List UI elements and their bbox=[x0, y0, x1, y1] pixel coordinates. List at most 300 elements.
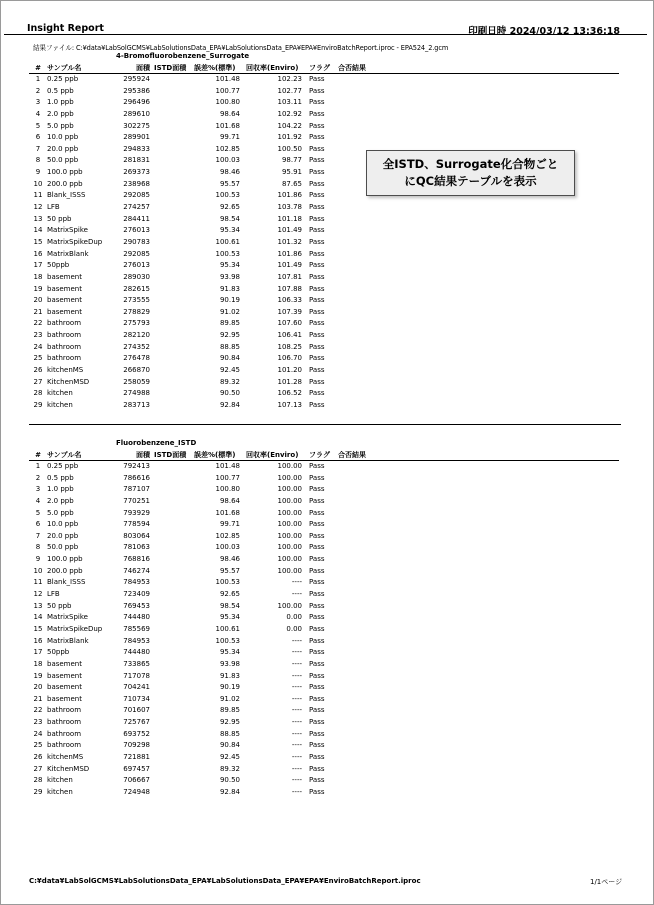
table-header bbox=[0, 450, 654, 460]
sample-name: bathroom bbox=[47, 741, 82, 750]
error-value: 100.77 bbox=[215, 86, 240, 95]
recovery-value: 106.41 bbox=[277, 331, 302, 340]
sample-name: 2.0 ppb bbox=[47, 496, 74, 505]
recovery-value: 101.32 bbox=[277, 237, 302, 246]
recovery-value: ---- bbox=[291, 764, 302, 773]
result-value: Pass bbox=[309, 753, 325, 761]
result-value: Pass bbox=[309, 741, 325, 750]
result-value: Pass bbox=[309, 307, 325, 316]
result-value: Pass bbox=[309, 377, 325, 386]
row-number: 3 bbox=[35, 485, 41, 494]
table-row bbox=[0, 353, 654, 363]
error-value: 95.34 bbox=[219, 261, 240, 270]
area-value: 803064 bbox=[123, 531, 150, 540]
recovery-value: 100.00 bbox=[277, 531, 302, 540]
area-value: 292085 bbox=[123, 249, 150, 258]
table-row bbox=[0, 519, 654, 529]
result-value: Pass bbox=[309, 98, 325, 107]
result-value: Pass bbox=[309, 566, 325, 575]
table-row bbox=[0, 109, 654, 119]
table-row bbox=[0, 729, 654, 739]
error-value: 100.53 bbox=[215, 636, 240, 645]
error-value: 93.98 bbox=[219, 659, 240, 668]
error-value: 90.19 bbox=[219, 683, 240, 692]
recovery-value: 98.77 bbox=[281, 156, 302, 165]
error-value: 98.46 bbox=[219, 555, 240, 564]
table-row bbox=[0, 260, 654, 270]
sample-name: 50 ppb bbox=[47, 601, 72, 610]
table-row bbox=[0, 86, 654, 96]
area-value: 701607 bbox=[123, 706, 150, 715]
row-number: 18 bbox=[33, 272, 43, 281]
row-number: 14 bbox=[33, 226, 43, 235]
error-value: 99.71 bbox=[219, 520, 240, 529]
row-number: 29 bbox=[33, 787, 43, 796]
col-sample-header: サンプル名 bbox=[47, 451, 82, 459]
recovery-value: ---- bbox=[291, 671, 302, 680]
result-value: Pass bbox=[309, 249, 325, 258]
col-flag-header: フラグ bbox=[309, 451, 330, 459]
area-value: 769453 bbox=[123, 601, 150, 610]
result-value: Pass bbox=[309, 659, 325, 668]
area-value: 744480 bbox=[123, 613, 150, 622]
result-value: Pass bbox=[309, 168, 325, 177]
sample-name: 20.0 ppb bbox=[47, 531, 79, 540]
recovery-value: 100.00 bbox=[277, 601, 302, 610]
result-value: Pass bbox=[309, 366, 325, 374]
area-value: 784953 bbox=[123, 578, 150, 587]
recovery-value: 101.18 bbox=[277, 214, 302, 223]
area-value: 709298 bbox=[123, 741, 150, 750]
sample-name: MatrixBlank bbox=[47, 636, 89, 645]
error-value: 100.61 bbox=[215, 237, 240, 246]
error-value: 92.65 bbox=[219, 590, 240, 599]
result-value: Pass bbox=[309, 296, 325, 305]
table-row bbox=[0, 775, 654, 785]
row-number: 4 bbox=[35, 496, 41, 505]
row-number: 23 bbox=[33, 331, 43, 340]
recovery-value: 102.92 bbox=[277, 109, 302, 118]
result-value: Pass bbox=[309, 389, 325, 398]
recovery-value: 101.86 bbox=[277, 191, 302, 200]
row-number: 28 bbox=[33, 389, 43, 398]
row-number: 2 bbox=[35, 86, 41, 95]
sample-name: 0.25 ppb bbox=[47, 462, 79, 470]
error-value: 95.57 bbox=[219, 566, 240, 575]
row-number: 15 bbox=[33, 237, 43, 246]
area-value: 283713 bbox=[123, 400, 150, 409]
error-value: 100.03 bbox=[215, 543, 240, 552]
sample-name: bathroom bbox=[47, 718, 82, 727]
row-number: 9 bbox=[35, 168, 41, 177]
result-value: Pass bbox=[309, 400, 325, 409]
area-value: 295386 bbox=[123, 86, 150, 95]
table-row bbox=[0, 612, 654, 622]
row-number: 12 bbox=[33, 590, 43, 599]
area-value: 792413 bbox=[123, 462, 150, 470]
sample-name: 50.0 ppb bbox=[47, 156, 79, 165]
error-value: 101.68 bbox=[215, 121, 240, 130]
table-row bbox=[0, 787, 654, 797]
area-value: 770251 bbox=[123, 496, 150, 505]
row-number: 13 bbox=[33, 601, 43, 610]
row-number: 22 bbox=[33, 706, 43, 715]
sample-name: 10.0 ppb bbox=[47, 520, 79, 529]
result-value: Pass bbox=[309, 683, 325, 692]
error-value: 91.02 bbox=[219, 694, 240, 703]
area-value: 282120 bbox=[123, 331, 150, 340]
col-judge-header: 合否結果 bbox=[338, 64, 366, 72]
recovery-value: 102.23 bbox=[277, 75, 302, 83]
error-value: 100.03 bbox=[215, 156, 240, 165]
recovery-value: 103.11 bbox=[277, 98, 302, 107]
table-row bbox=[0, 496, 654, 506]
sample-name: 50 ppb bbox=[47, 214, 72, 223]
recovery-value: ---- bbox=[291, 648, 302, 657]
table-row bbox=[0, 636, 654, 646]
table-row bbox=[0, 225, 654, 235]
table-row bbox=[0, 764, 654, 774]
table-row bbox=[0, 647, 654, 657]
sample-name: basement bbox=[47, 694, 82, 703]
recovery-value: 107.13 bbox=[277, 400, 302, 409]
table-row bbox=[0, 484, 654, 494]
sample-name: basement bbox=[47, 671, 82, 680]
sample-name: 5.0 ppb bbox=[47, 508, 74, 517]
recovery-value: 100.00 bbox=[277, 520, 302, 529]
area-value: 768816 bbox=[123, 555, 150, 564]
row-number: 9 bbox=[35, 555, 41, 564]
error-value: 88.85 bbox=[219, 342, 240, 351]
area-value: 289901 bbox=[123, 133, 150, 142]
area-value: 704241 bbox=[123, 683, 150, 692]
sample-name: basement bbox=[47, 307, 82, 316]
table-row bbox=[0, 74, 654, 84]
row-number: 24 bbox=[33, 342, 43, 351]
result-value: Pass bbox=[309, 485, 325, 494]
error-value: 98.54 bbox=[219, 214, 240, 223]
error-value: 92.95 bbox=[219, 718, 240, 727]
result-value: Pass bbox=[309, 578, 325, 587]
error-value: 99.71 bbox=[219, 133, 240, 142]
error-value: 95.34 bbox=[219, 226, 240, 235]
row-number: 4 bbox=[35, 109, 41, 118]
print-date: 印刷日時 2024/03/12 13:36:18 bbox=[468, 26, 620, 37]
recovery-value: ---- bbox=[291, 636, 302, 645]
row-number: 19 bbox=[33, 671, 43, 680]
result-value: Pass bbox=[309, 718, 325, 727]
recovery-value: 100.50 bbox=[277, 144, 302, 153]
area-value: 294833 bbox=[123, 144, 150, 153]
table-row bbox=[0, 542, 654, 552]
error-value: 101.48 bbox=[215, 75, 240, 83]
result-value: Pass bbox=[309, 319, 325, 328]
result-value: Pass bbox=[309, 520, 325, 529]
sample-name: kitchen bbox=[47, 787, 73, 796]
error-value: 90.50 bbox=[219, 776, 240, 785]
area-value: 295924 bbox=[123, 75, 150, 83]
result-file-path: 結果ファイル: C:¥data¥LabSolGCMS¥LabSolutionsData_EPA¥LabSolutionsData_EPA¥EPA¥EnviroBatchReport.iproc - EPA524_2.gcm bbox=[33, 44, 449, 52]
table-row bbox=[0, 342, 654, 352]
sample-name: basement bbox=[47, 683, 82, 692]
area-value: 238968 bbox=[123, 179, 150, 188]
recovery-value: ---- bbox=[291, 683, 302, 692]
sample-name: kitchen bbox=[47, 776, 73, 785]
error-value: 100.53 bbox=[215, 191, 240, 200]
sample-name: 50.0 ppb bbox=[47, 543, 79, 552]
recovery-value: 100.00 bbox=[277, 473, 302, 482]
table-row bbox=[0, 400, 654, 410]
sample-name: basement bbox=[47, 272, 82, 281]
row-number: 10 bbox=[33, 179, 43, 188]
result-value: Pass bbox=[309, 133, 325, 142]
sample-name: 100.0 ppb bbox=[47, 168, 83, 177]
row-number: 11 bbox=[33, 578, 43, 587]
result-value: Pass bbox=[309, 648, 325, 657]
area-value: 266870 bbox=[123, 366, 150, 374]
sample-name: 100.0 ppb bbox=[47, 555, 83, 564]
area-value: 274352 bbox=[123, 342, 150, 351]
error-value: 102.85 bbox=[215, 531, 240, 540]
row-number: 25 bbox=[33, 354, 43, 363]
sample-name: 10.0 ppb bbox=[47, 133, 79, 142]
row-number: 6 bbox=[35, 520, 41, 529]
result-value: Pass bbox=[309, 508, 325, 517]
recovery-value: ---- bbox=[291, 694, 302, 703]
recovery-value: 101.28 bbox=[277, 377, 302, 386]
recovery-value: ---- bbox=[291, 776, 302, 785]
row-number: 20 bbox=[33, 683, 43, 692]
result-value: Pass bbox=[309, 226, 325, 235]
row-number: 28 bbox=[33, 776, 43, 785]
row-number: 17 bbox=[33, 648, 43, 657]
result-value: Pass bbox=[309, 531, 325, 540]
result-value: Pass bbox=[309, 636, 325, 645]
col-error-header: 誤差%(標準) bbox=[194, 451, 236, 459]
result-value: Pass bbox=[309, 156, 325, 165]
sample-name: 200.0 ppb bbox=[47, 566, 83, 575]
error-value: 95.34 bbox=[219, 648, 240, 657]
area-value: 785569 bbox=[123, 624, 150, 633]
sample-name: KitchenMSD bbox=[47, 764, 90, 773]
row-number: 18 bbox=[33, 659, 43, 668]
result-value: Pass bbox=[309, 214, 325, 223]
result-value: Pass bbox=[309, 342, 325, 351]
error-value: 92.95 bbox=[219, 331, 240, 340]
area-value: 706667 bbox=[123, 776, 150, 785]
col-recovery-header: 回収率(Enviro) bbox=[246, 64, 299, 72]
table-row bbox=[0, 461, 654, 471]
col-num-header: # bbox=[35, 451, 41, 459]
area-value: 723409 bbox=[123, 590, 150, 599]
result-value: Pass bbox=[309, 764, 325, 773]
area-value: 276478 bbox=[123, 354, 150, 363]
recovery-value: ---- bbox=[291, 718, 302, 727]
recovery-value: 106.33 bbox=[277, 296, 302, 305]
table-row bbox=[0, 132, 654, 142]
error-value: 89.85 bbox=[219, 706, 240, 715]
table-row bbox=[0, 249, 654, 259]
error-value: 89.32 bbox=[219, 764, 240, 773]
table-row bbox=[0, 577, 654, 587]
area-value: 282615 bbox=[123, 284, 150, 293]
table-row bbox=[0, 659, 654, 669]
table-row bbox=[0, 473, 654, 483]
result-value: Pass bbox=[309, 543, 325, 552]
recovery-value: ---- bbox=[291, 578, 302, 587]
result-value: Pass bbox=[309, 671, 325, 680]
error-value: 92.84 bbox=[219, 400, 240, 409]
col-error-header: 誤差%(標準) bbox=[194, 64, 236, 72]
recovery-value: 107.60 bbox=[277, 319, 302, 328]
recovery-value: 100.00 bbox=[277, 496, 302, 505]
row-number: 10 bbox=[33, 566, 43, 575]
area-value: 274988 bbox=[123, 389, 150, 398]
error-value: 89.32 bbox=[219, 377, 240, 386]
result-value: Pass bbox=[309, 179, 325, 188]
sample-name: 50ppb bbox=[47, 261, 70, 270]
area-value: 273555 bbox=[123, 296, 150, 305]
area-value: 781063 bbox=[123, 543, 150, 552]
table-row bbox=[0, 272, 654, 282]
row-number: 29 bbox=[33, 400, 43, 409]
table-row bbox=[0, 752, 654, 762]
result-value: Pass bbox=[309, 284, 325, 293]
recovery-value: ---- bbox=[291, 753, 302, 761]
result-value: Pass bbox=[309, 75, 325, 83]
error-value: 90.50 bbox=[219, 389, 240, 398]
error-value: 92.45 bbox=[219, 366, 240, 374]
sample-name: 5.0 ppb bbox=[47, 121, 74, 130]
result-value: Pass bbox=[309, 237, 325, 246]
col-area-header: 面積 bbox=[136, 451, 150, 459]
sample-name: basement bbox=[47, 284, 82, 293]
recovery-value: 103.78 bbox=[277, 203, 302, 212]
sample-name: Blank_ISSS bbox=[47, 191, 86, 200]
col-istd-area-header: ISTD面積 bbox=[154, 451, 187, 459]
sample-name: basement bbox=[47, 296, 82, 305]
col-flag-header: フラグ bbox=[309, 64, 330, 72]
result-value: Pass bbox=[309, 706, 325, 715]
area-value: 733865 bbox=[123, 659, 150, 668]
table-row bbox=[0, 295, 654, 305]
area-value: 276013 bbox=[123, 261, 150, 270]
recovery-value: 0.00 bbox=[286, 624, 302, 633]
result-value: Pass bbox=[309, 331, 325, 340]
sample-name: LFB bbox=[47, 590, 60, 599]
sample-name: KitchenMSD bbox=[47, 377, 90, 386]
row-number: 25 bbox=[33, 741, 43, 750]
row-number: 11 bbox=[33, 191, 43, 200]
error-value: 90.84 bbox=[219, 354, 240, 363]
recovery-value: 101.49 bbox=[277, 226, 302, 235]
sample-name: Blank_ISSS bbox=[47, 578, 86, 587]
row-number: 16 bbox=[33, 636, 43, 645]
result-value: Pass bbox=[309, 109, 325, 118]
table-row bbox=[0, 601, 654, 611]
result-value: Pass bbox=[309, 729, 325, 738]
col-istd-area-header: ISTD面積 bbox=[154, 64, 187, 72]
footer-file-path: C:¥data¥LabSolGCMS¥LabSolutionsData_EPA¥LabSolutionsData_EPA¥EPA¥EnviroBatchReport.iproc bbox=[29, 877, 421, 885]
table-row bbox=[0, 377, 654, 387]
sample-name: bathroom bbox=[47, 331, 82, 340]
annotation-callout bbox=[366, 150, 575, 196]
table-row bbox=[0, 705, 654, 715]
table-row bbox=[0, 214, 654, 224]
row-number: 14 bbox=[33, 613, 43, 622]
error-value: 95.34 bbox=[219, 613, 240, 622]
recovery-value: 101.86 bbox=[277, 249, 302, 258]
error-value: 91.83 bbox=[219, 284, 240, 293]
area-value: 693752 bbox=[123, 729, 150, 738]
row-number: 5 bbox=[35, 121, 41, 130]
result-value: Pass bbox=[309, 203, 325, 212]
sample-name: bathroom bbox=[47, 319, 82, 328]
sample-name: LFB bbox=[47, 203, 60, 212]
recovery-value: 102.77 bbox=[277, 86, 302, 95]
error-value: 101.48 bbox=[215, 462, 240, 470]
recovery-value: 95.91 bbox=[281, 168, 302, 177]
row-number: 7 bbox=[35, 531, 41, 540]
recovery-value: 87.65 bbox=[281, 179, 302, 188]
row-number: 22 bbox=[33, 319, 43, 328]
row-number: 3 bbox=[35, 98, 41, 107]
callout-line-1: 全ISTD、Surrogate化合物ごと bbox=[382, 157, 559, 171]
error-value: 92.45 bbox=[219, 753, 240, 761]
error-value: 100.53 bbox=[215, 578, 240, 587]
report-header bbox=[4, 6, 647, 35]
area-value: 746274 bbox=[123, 566, 150, 575]
result-value: Pass bbox=[309, 496, 325, 505]
error-value: 92.65 bbox=[219, 203, 240, 212]
recovery-value: 101.92 bbox=[277, 133, 302, 142]
recovery-value: 107.81 bbox=[277, 272, 302, 281]
sample-name: 1.0 ppb bbox=[47, 485, 74, 494]
row-number: 5 bbox=[35, 508, 41, 517]
result-value: Pass bbox=[309, 555, 325, 564]
row-number: 8 bbox=[35, 543, 41, 552]
row-number: 24 bbox=[33, 729, 43, 738]
result-value: Pass bbox=[309, 776, 325, 785]
table-row bbox=[0, 566, 654, 576]
sample-name: 20.0 ppb bbox=[47, 144, 79, 153]
row-number: 20 bbox=[33, 296, 43, 305]
row-number: 19 bbox=[33, 284, 43, 293]
row-number: 23 bbox=[33, 718, 43, 727]
table-row bbox=[0, 508, 654, 518]
sample-name: MatrixSpike bbox=[47, 613, 88, 622]
sample-name: MatrixBlank bbox=[47, 249, 89, 258]
sample-name: kitchenMS bbox=[47, 753, 84, 761]
table-row bbox=[0, 740, 654, 750]
error-value: 98.54 bbox=[219, 601, 240, 610]
section-title: 4-Bromofluorobenzene_Surrogate bbox=[116, 52, 250, 60]
result-value: Pass bbox=[309, 473, 325, 482]
recovery-value: 107.88 bbox=[277, 284, 302, 293]
recovery-value: ---- bbox=[291, 787, 302, 796]
row-number: 16 bbox=[33, 249, 43, 258]
result-value: Pass bbox=[309, 191, 325, 200]
area-value: 744480 bbox=[123, 648, 150, 657]
result-value: Pass bbox=[309, 613, 325, 622]
result-value: Pass bbox=[309, 144, 325, 153]
report-title: Insight Report bbox=[27, 23, 104, 34]
row-number: 12 bbox=[33, 203, 43, 212]
row-number: 17 bbox=[33, 261, 43, 270]
area-value: 278829 bbox=[123, 307, 150, 316]
area-value: 289610 bbox=[123, 109, 150, 118]
error-value: 100.80 bbox=[215, 485, 240, 494]
